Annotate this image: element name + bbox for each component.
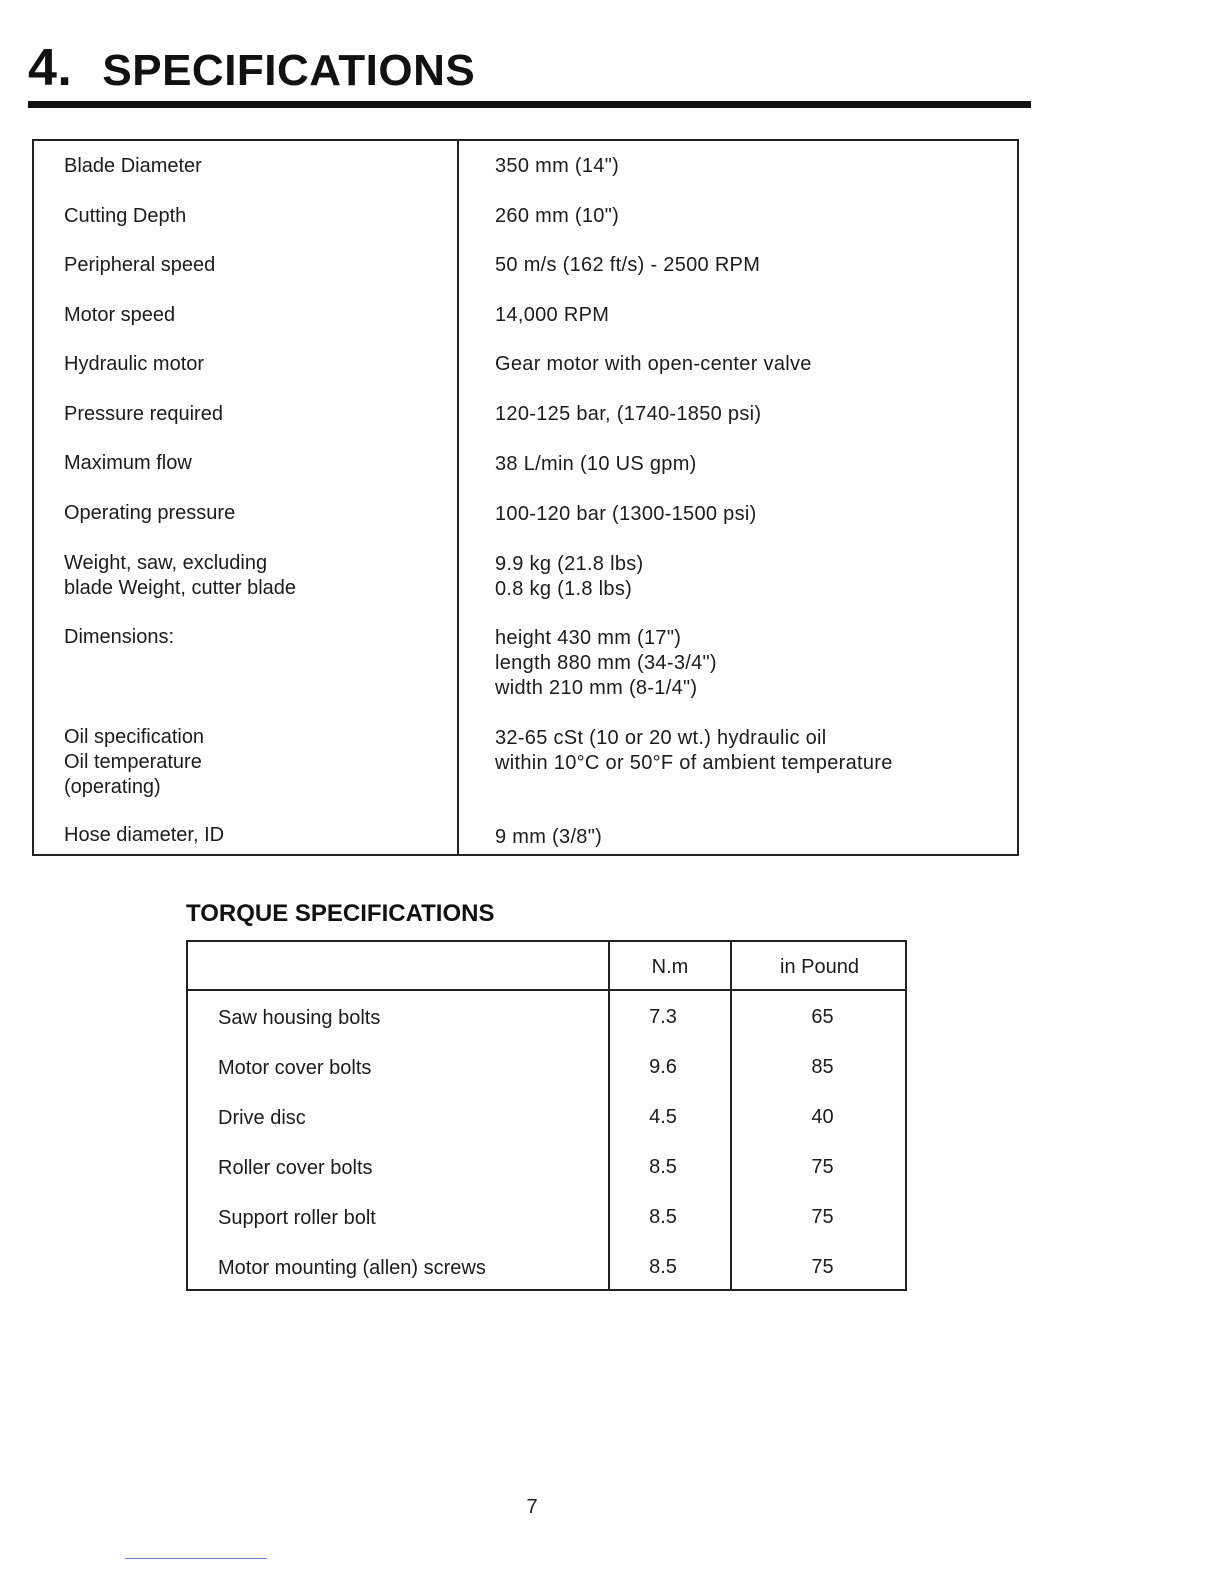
torque-row-inlb: 75: [811, 1156, 834, 1178]
torque-row-item: Roller cover bolts: [218, 1157, 373, 1179]
spec-value-pressure-required: 120-125 bar, (1740-1850 psi): [495, 403, 762, 425]
torque-col-header-nm: N.m: [651, 956, 689, 978]
spec-value-operating-pressure: 100-120 bar (1300-1500 psi): [495, 503, 757, 525]
spec-label-dimensions: Dimensions:: [64, 626, 175, 648]
spec-label-hydraulic-motor: Hydraulic motor: [64, 353, 205, 375]
torque-row-inlb: 85: [811, 1056, 834, 1078]
torque-row-nm: 9.6: [649, 1056, 677, 1078]
spec-value-weight: 9.9 kg (21.8 lbs) 0.8 kg (1.8 lbs): [495, 553, 644, 600]
spec-label-peripheral-speed: Peripheral speed: [64, 254, 216, 276]
torque-heading: TORQUE SPECIFICATIONS: [186, 900, 495, 927]
torque-row-item: Motor mounting (allen) screws: [218, 1257, 486, 1279]
torque-row-inlb: 75: [811, 1206, 834, 1228]
section-number: 4.: [28, 39, 73, 97]
torque-row-inlb: 65: [811, 1006, 834, 1028]
torque-row-nm: 8.5: [649, 1206, 677, 1228]
page-number: 7: [526, 1496, 538, 1518]
torque-row-item: Motor cover bolts: [218, 1057, 372, 1079]
torque-row-inlb: 40: [811, 1106, 834, 1128]
torque-row-item: Drive disc: [218, 1107, 306, 1129]
spec-value-oil: 32-65 cSt (10 or 20 wt.) hydraulic oil within 10°C or 50°F of ambient temperature: [495, 727, 893, 774]
spec-value-dimensions: height 430 mm (17") length 880 mm (34-3/4") width 210 mm (8-1/4"): [495, 627, 717, 699]
torque-row-item: Saw housing bolts: [218, 1007, 381, 1029]
torque-row-nm: 8.5: [649, 1156, 677, 1178]
section-title: SPECIFICATIONS: [102, 46, 476, 95]
torque-row-nm: 4.5: [649, 1106, 677, 1128]
spec-label-pressure-required: Pressure required: [64, 403, 223, 425]
spec-label-oil: Oil specification Oil temperature (operating): [64, 726, 205, 798]
torque-row-item: Support roller bolt: [218, 1207, 376, 1229]
torque-row-nm: 8.5: [649, 1256, 677, 1278]
spec-value-peripheral-speed: 50 m/s (162 ft/s) - 2500 RPM: [495, 254, 761, 276]
spec-label-motor-speed: Motor speed: [64, 304, 176, 326]
torque-row-inlb: 75: [811, 1256, 834, 1278]
spec-value-hydraulic-motor: Gear motor with open-center valve: [495, 353, 812, 375]
spec-label-weight: Weight, saw, excluding blade Weight, cutter blade: [64, 552, 297, 599]
spec-value-maximum-flow: 38 L/min (10 US gpm): [495, 453, 697, 475]
spec-label-maximum-flow: Maximum flow: [64, 452, 192, 474]
specifications-column-divider: [457, 139, 459, 856]
spec-value-motor-speed: 14,000 RPM: [495, 304, 610, 326]
spec-label-blade-diameter: Blade Diameter: [64, 155, 202, 177]
spec-label-hose-diameter: Hose diameter, ID: [64, 824, 225, 846]
spec-value-blade-diameter: 350 mm (14"): [495, 155, 620, 177]
torque-row-nm: 7.3: [649, 1006, 677, 1028]
title-rule: [28, 101, 1031, 108]
torque-col-header-inlb: in Pound: [780, 956, 859, 978]
spec-value-hose-diameter: 9 mm (3/8"): [495, 826, 603, 848]
spec-value-cutting-depth: 260 mm (10"): [495, 205, 620, 227]
page-title: [28, 38, 475, 101]
footer-line: [125, 1558, 267, 1559]
torque-header-rule: [186, 989, 907, 991]
spec-label-cutting-depth: Cutting Depth: [64, 205, 187, 227]
spec-label-operating-pressure: Operating pressure: [64, 502, 236, 524]
